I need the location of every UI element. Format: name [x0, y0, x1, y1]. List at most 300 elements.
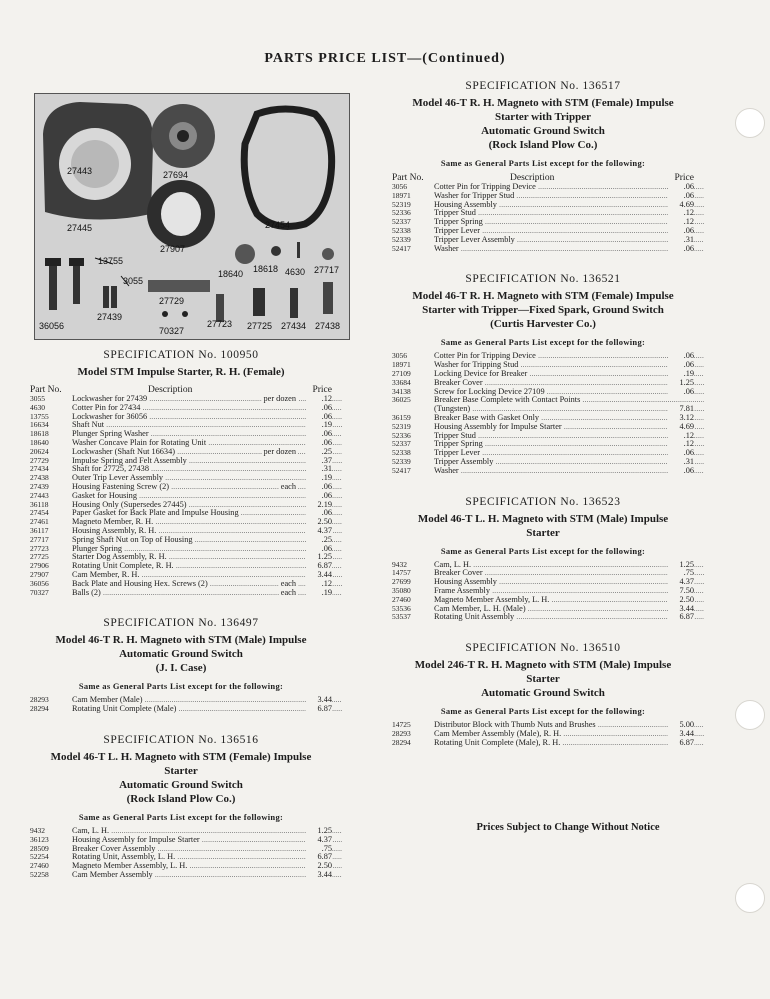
part-description: Housing Fastening Screw (2) ..... [72, 483, 342, 492]
model-line: Model 246-T R. H. Magneto with STM (Male) Impulse [414, 659, 672, 672]
same-as-note: Same as General Parts List except for the following: [440, 337, 646, 348]
part-number: 27460 [392, 594, 411, 604]
spec-section [392, 273, 694, 475]
parts-row [392, 569, 694, 578]
parts-row [392, 596, 694, 605]
model-line: Automatic Ground Switch [119, 648, 243, 661]
parts-row [30, 492, 332, 501]
part-description: Paper Gasket for Back Plate and Impulse Housing ..... [72, 509, 342, 518]
part-number: 16634 [30, 420, 49, 430]
spec-section [392, 642, 694, 747]
part-price: .12 [668, 218, 694, 227]
model-line: Automatic Ground Switch [119, 778, 243, 791]
photo-label: 27443 [67, 166, 93, 176]
parts-list [392, 352, 694, 475]
price-change-note: Prices Subject to Change Without Notice [476, 822, 660, 833]
part-description: Housing Assembly, R. H. ..... [72, 527, 342, 536]
part-description: Breaker Base with Gasket Only ..... [434, 414, 704, 423]
parts-row [392, 236, 694, 245]
parts-row [30, 527, 332, 536]
part-description: Rotating Unit Assembly ..... [434, 613, 704, 622]
parts-row [30, 430, 332, 439]
photo-label: 27729 [159, 296, 185, 306]
part-price: .12 [668, 432, 694, 441]
part-description: Spring Shaft Nut on Top of Housing ..... [72, 536, 342, 545]
part-number: 52319 [392, 199, 411, 209]
part-price: .25 [306, 536, 332, 545]
part-description: Tripper Spring ..... [434, 218, 704, 227]
part-number: 36159 [392, 412, 411, 422]
part-price: .06 [668, 449, 694, 458]
spec-number: SPECIFICATION No. 136497 [103, 617, 259, 630]
part-number: 27907 [30, 569, 49, 579]
part-description: Washer ..... [434, 245, 704, 254]
part-price: .19 [668, 370, 694, 379]
part-price: .06 [306, 509, 332, 518]
part-description: Cam Member Assembly ..... [72, 871, 342, 880]
part-price: .06 [306, 430, 332, 439]
part-price: 1.25 [668, 561, 694, 570]
photo-label: 36056 [39, 321, 65, 331]
model-title [392, 512, 694, 540]
model-line: Starter [526, 673, 560, 686]
part-description: Frame Assembly ..... [434, 587, 704, 596]
part-price: .06 [668, 183, 694, 192]
part-description: Cotter Pin for 27434 ..... [72, 404, 342, 413]
photo-label: 27723 [207, 319, 233, 329]
page-title: PARTS PRICE LIST—(Continued) [264, 51, 506, 66]
spec-number: SPECIFICATION No. 100950 [103, 349, 259, 361]
part-price: 3.44 [306, 571, 332, 580]
part-price: 3.12 [668, 414, 694, 423]
part-number: 20624 [30, 446, 49, 456]
part-description: Rotating Unit Complete (Male), R. H. ..... [434, 739, 704, 748]
header-price: Price [312, 385, 332, 395]
part-price: 4.69 [668, 201, 694, 210]
part-description: Plunger Spring Washer ..... [72, 430, 342, 439]
parts-row [30, 536, 332, 545]
part-number: 52337 [392, 217, 411, 227]
part-price: .06 [306, 413, 332, 422]
part-number: 18971 [392, 360, 411, 370]
parts-list [30, 395, 332, 597]
part-price: .06 [668, 388, 694, 397]
part-description: Rotating Unit, Assembly, L. H. ..... [72, 853, 342, 862]
part-number: 52338 [392, 448, 411, 458]
part-number: 53537 [392, 612, 411, 622]
part-description: Rotating Unit Complete, R. H. ..... [72, 562, 342, 571]
photo-label: 70327 [159, 326, 185, 336]
part-price: 2.50 [306, 862, 332, 871]
part-description: Starter Dog Assembly, R. H. ..... [72, 553, 342, 562]
part-number: 3056 [392, 182, 407, 191]
model-title [392, 658, 694, 700]
part-price: .75 [306, 845, 332, 854]
part-number: 9432 [392, 559, 407, 569]
part-description: Washer Concave Plain for Rotating Unit ..... [72, 439, 342, 448]
part-price: 5.00 [668, 721, 694, 730]
model-line: (Rock Island Plow Co.) [488, 139, 598, 151]
part-description: Cam Member Assembly (Male), R. H. ..... [434, 730, 704, 739]
part-number: 27725 [30, 552, 49, 562]
part-number: 52338 [392, 225, 411, 235]
parts-row [392, 458, 694, 467]
parts-row [392, 739, 694, 748]
parts-list [30, 827, 332, 880]
part-description: Tripper Assembly ..... [434, 458, 704, 467]
part-description: Back Plate and Housing Hex. Screws (2) ..... [72, 580, 342, 589]
part-number: 18640 [30, 437, 49, 447]
price-unit: per dozen [263, 446, 296, 456]
part-description: Housing Assembly for Impulse Starter ..... [72, 836, 342, 845]
model-line: (J. I. Case) [155, 662, 207, 675]
part-price: .19 [306, 421, 332, 430]
parts-row [30, 413, 332, 422]
part-number: 14757 [392, 568, 411, 578]
photo-label: 27907 [160, 244, 186, 254]
part-price: .19 [306, 474, 332, 483]
part-description: Balls (2) ..... [72, 589, 342, 598]
part-price: 2.19 [306, 501, 332, 510]
photo-label: 18640 [218, 269, 244, 279]
model-line: Starter with Tripper—Fixed Spark, Ground Switch [422, 304, 664, 317]
parts-row [30, 509, 332, 518]
part-number: 27461 [30, 517, 49, 527]
part-description: Lockwasher for 36056 ..... [72, 413, 342, 422]
part-number: 36118 [30, 499, 49, 509]
part-price: .06 [668, 227, 694, 236]
model-line: Starter with Tripper [495, 111, 591, 123]
part-number: 27438 [30, 473, 49, 483]
parts-row [30, 483, 332, 492]
part-price: 6.87 [306, 853, 332, 862]
parts-photo [34, 93, 350, 340]
parts-row [392, 396, 694, 405]
parts-row [392, 605, 694, 614]
part-description: Tripper Stud ..... [434, 209, 704, 218]
part-price: 1.25 [668, 379, 694, 388]
parts-row [30, 553, 332, 562]
part-number: 52336 [392, 208, 411, 218]
right-column [392, 80, 694, 748]
photo-label: 27438 [315, 321, 341, 331]
part-price: 3.44 [668, 730, 694, 739]
header-description: Description [510, 173, 555, 183]
part-description: Housing Assembly ..... [434, 578, 704, 587]
part-description: Rotating Unit Complete (Male) ..... [72, 705, 342, 714]
parts-row [392, 578, 694, 587]
part-description: Gasket for Housing ..... [72, 492, 342, 501]
part-number: 27906 [30, 561, 49, 571]
part-price: .06 [306, 492, 332, 501]
model-title [30, 365, 332, 379]
part-description: Housing Assembly ..... [434, 201, 704, 210]
part-number: 18971 [392, 190, 411, 200]
part-description: Washer ..... [434, 467, 704, 476]
part-price: 6.87 [306, 705, 332, 714]
parts-row [30, 421, 332, 430]
part-price: 2.50 [668, 596, 694, 605]
price-unit: each [280, 578, 296, 588]
part-description: Shaft Nut ..... [72, 421, 342, 430]
same-as-note: Same as General Parts List except for the following: [440, 545, 646, 556]
photo-label: 27694 [163, 170, 189, 180]
part-description: Breaker Base Complete with Contact Points ..... [434, 396, 704, 405]
part-price: 4.69 [668, 423, 694, 432]
parts-row [392, 245, 694, 254]
part-number: 52417 [392, 465, 411, 475]
model-title [30, 633, 332, 675]
spec-section [392, 80, 694, 253]
part-description: Tripper Spring ..... [434, 440, 704, 449]
part-price: .06 [668, 352, 694, 361]
parts-row [392, 561, 694, 570]
part-number: 36123 [30, 834, 49, 844]
parts-row [30, 589, 332, 598]
part-number: 36025 [392, 395, 411, 405]
left-column [30, 349, 332, 880]
part-description: Washer for Tripper Stud ..... [434, 192, 704, 201]
part-description: Tripper Lever Assembly ..... [434, 236, 704, 245]
part-number: 52337 [392, 439, 411, 449]
part-number: 70327 [30, 587, 49, 597]
part-number: 4630 [30, 402, 45, 412]
model-line: Model 46-T L. H. Magneto with STM (Female) Impulse [50, 750, 312, 763]
parts-row [30, 871, 332, 880]
parts-photo-drawing [35, 94, 349, 339]
part-number: 28293 [30, 695, 49, 705]
part-number: 27434 [30, 464, 49, 474]
part-price: 6.87 [668, 613, 694, 622]
part-price: .31 [668, 236, 694, 245]
part-description: Cam Member, R. H. ..... [72, 571, 342, 580]
parts-row [392, 432, 694, 441]
photo-label: 27725 [247, 321, 273, 331]
parts-row [30, 501, 332, 510]
part-price: .75 [668, 569, 694, 578]
part-price: 6.87 [306, 562, 332, 571]
part-number: 36056 [30, 578, 49, 588]
parts-row [392, 405, 694, 414]
header-part-no: Part No. [392, 173, 424, 183]
parts-row [30, 465, 332, 474]
spec-section [30, 617, 332, 714]
part-description: Screw for Locking Device 27109 ..... [434, 388, 704, 397]
same-as-note: Same as General Parts List except for the following: [78, 811, 284, 822]
part-description: Cam, L. H. ..... [72, 827, 342, 836]
part-description: Housing Only (Supersedes 27445) ..... [72, 501, 342, 510]
part-number: 52417 [392, 243, 411, 253]
parts-row [392, 370, 694, 379]
parts-row [30, 845, 332, 854]
part-number: 33684 [392, 377, 411, 387]
parts-row [392, 379, 694, 388]
parts-row [392, 227, 694, 236]
part-description: Housing Assembly for Impulse Starter ..... [434, 423, 704, 432]
part-description: Magneto Member, R. H. ..... [72, 518, 342, 527]
part-number: 27729 [30, 455, 49, 465]
part-number: 34138 [392, 386, 411, 396]
part-number: 13755 [30, 411, 49, 421]
model-line: Model 46-T R. H. Magneto with STM (Female) Impulse [412, 290, 674, 303]
parts-row [392, 192, 694, 201]
parts-row [392, 388, 694, 397]
part-price: 6.87 [668, 739, 694, 748]
part-price: .37 [306, 457, 332, 466]
model-line: Model STM Impulse Starter, R. H. (Female) [77, 366, 285, 378]
part-price: .12 [668, 209, 694, 218]
part-price: .12 [306, 580, 332, 589]
same-as-note: Same as General Parts List except for the following: [440, 706, 646, 717]
part-number: 52339 [392, 456, 411, 466]
binder-hole-middle [735, 700, 765, 730]
header-price: Price [674, 173, 694, 183]
parts-list [392, 183, 694, 253]
part-price: .06 [306, 404, 332, 413]
spec-number: SPECIFICATION No. 136517 [465, 80, 621, 92]
parts-row [30, 853, 332, 862]
part-description: Cotter Pin for Tripping Device ..... [434, 352, 704, 361]
model-title [30, 750, 332, 806]
parts-row [392, 721, 694, 730]
parts-row [30, 448, 332, 457]
part-description: Tripper Stud ..... [434, 432, 704, 441]
part-description: Cam Member, L. H. (Male) ..... [434, 605, 704, 614]
parts-row [392, 352, 694, 361]
part-number: 53536 [392, 603, 411, 613]
same-as-note: Same as General Parts List except for the following: [440, 158, 646, 168]
parts-row [392, 587, 694, 596]
part-price: .12 [668, 440, 694, 449]
part-price: .19 [306, 589, 332, 598]
part-description: Outer Trip Lever Assembly ..... [72, 474, 342, 483]
part-description: Cam, L. H. ..... [434, 561, 704, 570]
part-number: 27723 [30, 543, 49, 553]
spec-section [392, 496, 694, 623]
part-number: 3055 [30, 394, 45, 403]
part-price: 3.44 [306, 696, 332, 705]
part-description: Shaft for 27725, 27438 ..... [72, 465, 342, 474]
part-number: 52336 [392, 430, 411, 440]
part-description: Lockwasher for 27439 ..... [72, 395, 342, 404]
photo-label: 13755 [98, 256, 124, 266]
spec-section [30, 349, 332, 597]
parts-row [30, 395, 332, 404]
model-line: Starter [164, 764, 198, 777]
model-line: Starter [526, 526, 560, 539]
part-number: 14725 [392, 720, 411, 730]
part-description: Distributor Block with Thumb Nuts and Brushes ..... [434, 721, 704, 730]
parts-row [30, 545, 332, 554]
part-description: Cam Member (Male) ..... [72, 696, 342, 705]
parts-row [392, 440, 694, 449]
parts-row [30, 827, 332, 836]
part-price: 1.25 [306, 553, 332, 562]
parts-row [30, 457, 332, 466]
parts-row [392, 613, 694, 622]
parts-row [392, 209, 694, 218]
part-number: 28294 [392, 737, 411, 747]
parts-row [30, 404, 332, 413]
part-number: 27109 [392, 368, 411, 378]
part-number: 28294 [30, 704, 49, 714]
model-line: Automatic Ground Switch [481, 687, 605, 700]
part-price: 2.50 [306, 518, 332, 527]
header-description: Description [148, 385, 193, 395]
parts-row [30, 696, 332, 705]
part-price: 7.81 [668, 405, 694, 414]
part-price: .25 [306, 448, 332, 457]
parts-row [392, 423, 694, 432]
parts-row [30, 562, 332, 571]
parts-row [392, 201, 694, 210]
part-number: 27454 [30, 508, 49, 518]
part-description: Magneto Member Assembly, L. H. ..... [72, 862, 342, 871]
part-number: 28293 [392, 728, 411, 738]
part-number: 27443 [30, 490, 49, 500]
model-line: Model 46-T R. H. Magneto with STM (Male) Impulse [55, 634, 307, 647]
parts-list [30, 696, 332, 714]
part-description: Cotter Pin for Tripping Device ..... [434, 183, 704, 192]
header-part-no: Part No. [30, 385, 62, 395]
part-number: 35080 [392, 585, 411, 595]
part-price: 4.37 [306, 836, 332, 845]
model-line: (Rock Island Plow Co.) [126, 792, 236, 805]
column-header [392, 173, 694, 183]
part-number: 52319 [392, 421, 411, 431]
part-number: 52258 [30, 869, 49, 879]
model-line: Model 46-T L. H. Magneto with STM (Male) Impulse [417, 512, 669, 525]
parts-row [30, 862, 332, 871]
part-number: 36117 [30, 525, 49, 535]
binder-hole-top [735, 108, 765, 138]
part-price: .06 [306, 545, 332, 554]
part-description: Locking Device for Breaker ..... [434, 370, 704, 379]
part-description: Impulse Spring and Felt Assembly ..... [72, 457, 342, 466]
photo-label: 27434 [281, 321, 307, 331]
part-description: (Tungsten) ..... [434, 405, 704, 414]
part-number: 52339 [392, 234, 411, 244]
photo-label: 27439 [97, 312, 123, 322]
parts-list [392, 561, 694, 623]
spec-number: SPECIFICATION No. 136516 [103, 733, 259, 746]
parts-row [392, 449, 694, 458]
part-description: Tripper Lever ..... [434, 227, 704, 236]
parts-list [392, 721, 694, 747]
spec-number: SPECIFICATION No. 136521 [465, 273, 621, 286]
part-description: Washer for Tripping Stud ..... [434, 361, 704, 370]
photo-label: 27717 [314, 265, 340, 275]
photo-label: 27454 [265, 220, 291, 230]
part-price: .06 [306, 439, 332, 448]
part-price: 4.37 [668, 578, 694, 587]
part-price: .06 [668, 245, 694, 254]
model-title [392, 96, 694, 152]
part-price: .31 [306, 465, 332, 474]
part-price: .06 [668, 361, 694, 370]
part-price: 4.37 [306, 527, 332, 536]
part-number: 52254 [30, 852, 49, 862]
photo-label: 4630 [285, 267, 306, 277]
part-description: Breaker Cover ..... [434, 569, 704, 578]
parts-row [392, 414, 694, 423]
parts-row [30, 705, 332, 714]
photo-label: 3055 [123, 276, 144, 286]
parts-row [30, 518, 332, 527]
part-price: 7.50 [668, 587, 694, 596]
part-number: 18618 [30, 429, 49, 439]
part-description: Breaker Cover ..... [434, 379, 704, 388]
